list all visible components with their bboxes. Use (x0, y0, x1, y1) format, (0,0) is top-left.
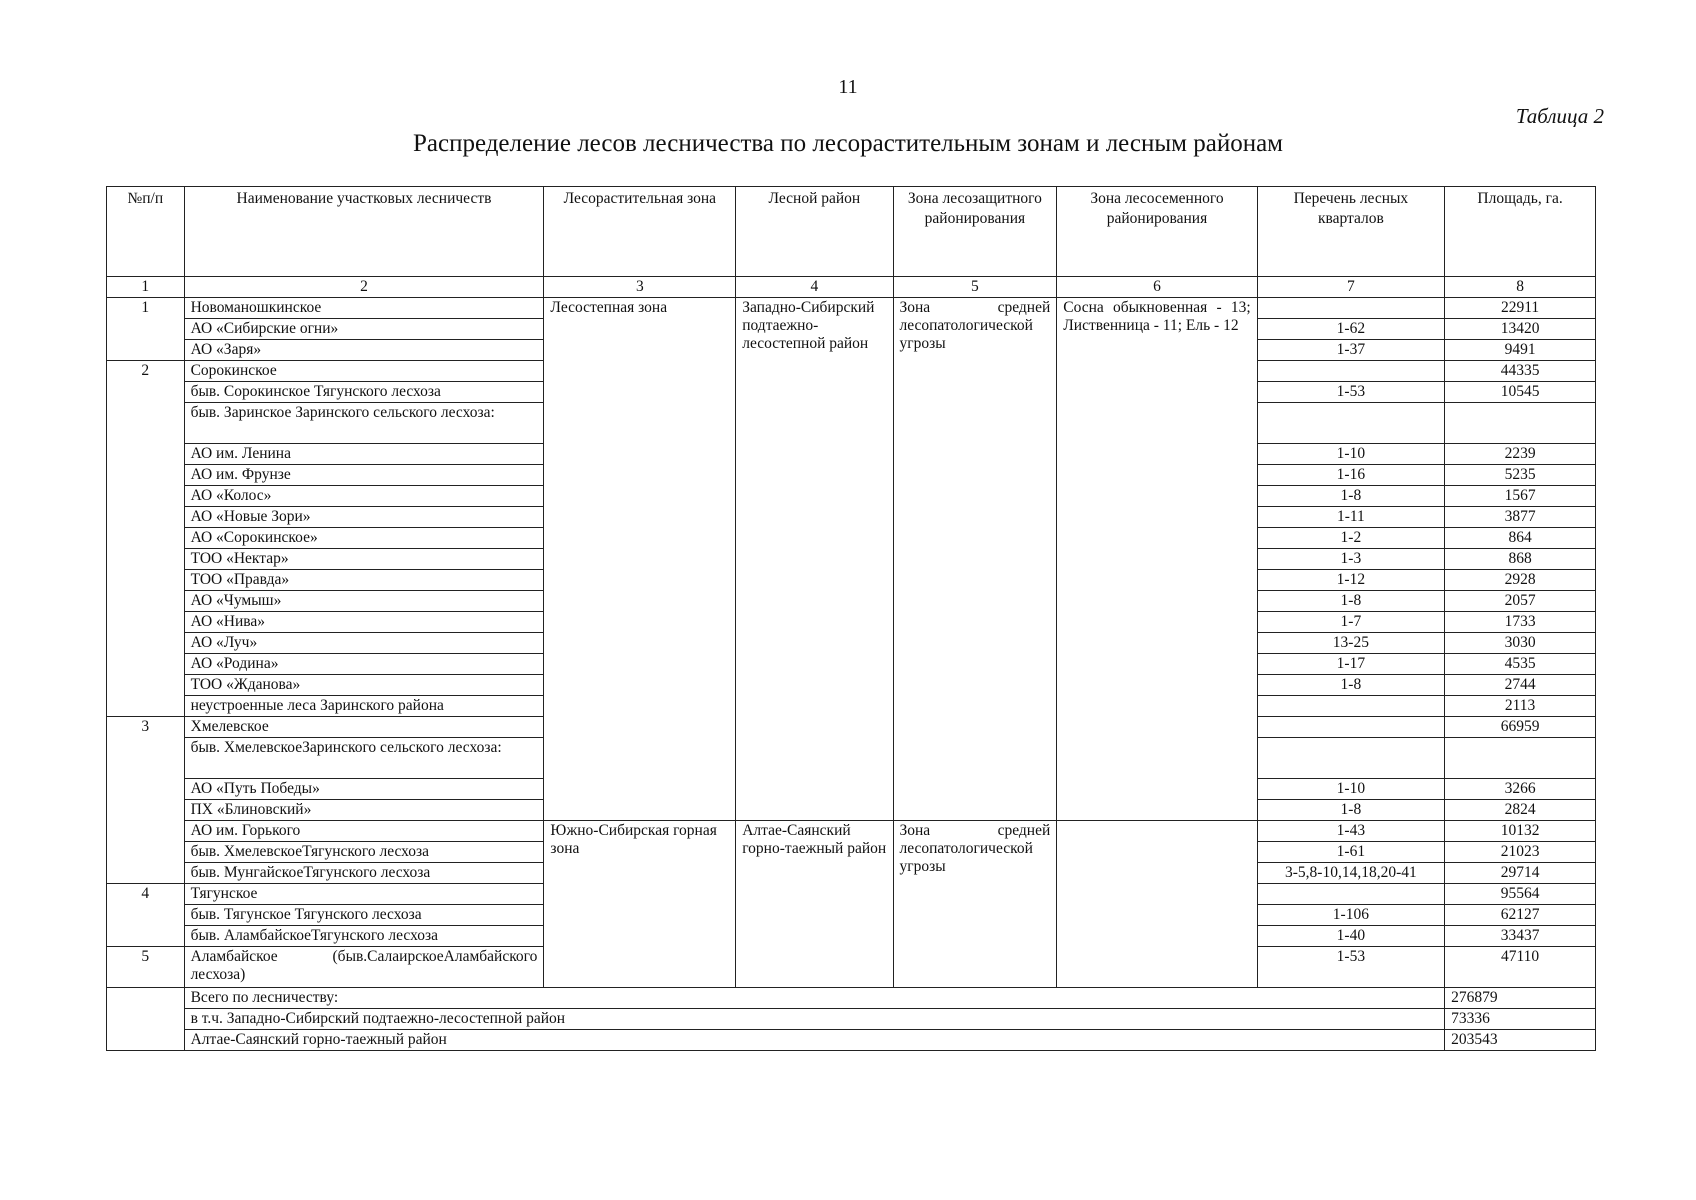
forest-district-cell: Алтае-Саянский горно-таежный район (736, 821, 893, 988)
forest-district-cell: Западно-Сибирский подтаежно-лесостепной район (736, 298, 893, 821)
forestry-name-cell: АО «Сорокинское» (184, 528, 544, 549)
column-number: 6 (1057, 277, 1257, 298)
area-cell: 2113 (1445, 696, 1596, 717)
quarters-cell: 1-8 (1257, 800, 1444, 821)
forestry-name-cell: быв. Заринское Заринского сельского лесхоза: (184, 403, 544, 444)
quarters-cell: 1-40 (1257, 926, 1444, 947)
page-number: 11 (838, 76, 858, 98)
forestry-name-cell: Хмелевское (184, 717, 544, 738)
column-header: №п/п (107, 187, 185, 277)
total-row (107, 1030, 1596, 1051)
column-number: 8 (1445, 277, 1596, 298)
total-label-cell: Алтае-Саянский горно-таежный район (184, 1030, 1445, 1051)
quarters-cell: 1-8 (1257, 675, 1444, 696)
area-cell: 2824 (1445, 800, 1596, 821)
row-number-cell: 1 (107, 298, 185, 361)
forest-distribution-table (106, 186, 1596, 1051)
forestry-name-cell: АО «Новые Зори» (184, 507, 544, 528)
column-number: 2 (184, 277, 544, 298)
area-cell: 3030 (1445, 633, 1596, 654)
quarters-cell (1257, 361, 1444, 382)
area-cell (1445, 738, 1596, 779)
forestry-name-cell: АО «Колос» (184, 486, 544, 507)
table-label: Таблица 2 (1515, 104, 1604, 128)
quarters-cell: 1-8 (1257, 486, 1444, 507)
quarters-cell: 1-106 (1257, 905, 1444, 926)
area-cell: 864 (1445, 528, 1596, 549)
column-number-row (107, 277, 1596, 298)
forestry-name-cell: АО им. Ленина (184, 444, 544, 465)
area-cell: 47110 (1445, 947, 1596, 988)
totals-blank-cell (107, 988, 185, 1051)
forestry-name-cell: Тягунское (184, 884, 544, 905)
table-row (107, 298, 1596, 319)
table-row (107, 821, 1596, 842)
row-number-cell: 2 (107, 361, 185, 717)
total-area-cell: 203543 (1445, 1030, 1596, 1051)
quarters-cell (1257, 298, 1444, 319)
header-row (107, 187, 1596, 277)
protection-zone-cell: Зона средней лесопатологической угрозы (893, 298, 1057, 821)
area-cell: 33437 (1445, 926, 1596, 947)
forestry-name-cell: быв. МунгайскоеТягунского лесхоза (184, 863, 544, 884)
forestry-name-cell: неустроенные леса Заринского района (184, 696, 544, 717)
forestry-name-cell: Сорокинское (184, 361, 544, 382)
area-cell: 2928 (1445, 570, 1596, 591)
total-area-cell: 276879 (1445, 988, 1596, 1009)
quarters-cell: 1-10 (1257, 779, 1444, 800)
quarters-cell: 1-10 (1257, 444, 1444, 465)
forestry-name-cell: АО «Заря» (184, 340, 544, 361)
quarters-cell: 3-5,8-10,14,18,20-41 (1257, 863, 1444, 884)
quarters-cell: 1-43 (1257, 821, 1444, 842)
forestry-name-cell: Новоманошкинское (184, 298, 544, 319)
forestry-name-cell: ТОО «Жданова» (184, 675, 544, 696)
area-cell: 21023 (1445, 842, 1596, 863)
total-row (107, 1009, 1596, 1030)
quarters-cell: 1-16 (1257, 465, 1444, 486)
area-cell: 44335 (1445, 361, 1596, 382)
protection-zone-cell: Зона средней лесопатологической угрозы (893, 821, 1057, 988)
forestry-name-cell: Аламбайское (быв.СалаирскоеАламбайского лесхоза) (184, 947, 544, 988)
document-title: Распределение лесов лесничества по лесорастительным зонам и лесным районам (412, 130, 1284, 157)
quarters-cell: 1-8 (1257, 591, 1444, 612)
quarters-cell: 1-37 (1257, 340, 1444, 361)
quarters-cell: 1-62 (1257, 319, 1444, 340)
forestry-name-cell: АО «Луч» (184, 633, 544, 654)
area-cell: 2239 (1445, 444, 1596, 465)
area-cell: 10545 (1445, 382, 1596, 403)
forestry-name-cell: АО им. Горького (184, 821, 544, 842)
area-cell: 3877 (1445, 507, 1596, 528)
quarters-cell: 1-7 (1257, 612, 1444, 633)
quarters-cell: 1-53 (1257, 382, 1444, 403)
quarters-cell (1257, 403, 1444, 444)
quarters-cell (1257, 696, 1444, 717)
column-header: Наименование участковых лесничеств (184, 187, 544, 277)
forestry-name-cell: АО им. Фрунзе (184, 465, 544, 486)
forestry-name-cell: быв. ХмелевскоеЗаринского сельского лесхоза: (184, 738, 544, 779)
row-number-cell: 5 (107, 947, 185, 988)
forestry-name-cell: быв. ХмелевскоеТягунского лесхоза (184, 842, 544, 863)
column-header: Лесной район (736, 187, 893, 277)
quarters-cell: 1-12 (1257, 570, 1444, 591)
total-row (107, 988, 1596, 1009)
row-number-cell: 4 (107, 884, 185, 947)
column-number: 1 (107, 277, 185, 298)
quarters-cell: 1-61 (1257, 842, 1444, 863)
forest-zone-cell: Южно-Сибирская горная зона (544, 821, 736, 988)
area-cell: 2744 (1445, 675, 1596, 696)
quarters-cell: 13-25 (1257, 633, 1444, 654)
area-cell: 66959 (1445, 717, 1596, 738)
area-cell: 868 (1445, 549, 1596, 570)
forestry-name-cell: ТОО «Нектар» (184, 549, 544, 570)
area-cell: 29714 (1445, 863, 1596, 884)
column-header: Перечень лесных кварталов (1257, 187, 1444, 277)
area-cell: 62127 (1445, 905, 1596, 926)
area-cell: 2057 (1445, 591, 1596, 612)
area-cell: 1733 (1445, 612, 1596, 633)
column-header: Зона лесозащитного районирования (893, 187, 1057, 277)
total-label-cell: в т.ч. Западно-Сибирский подтаежно-лесостепной район (184, 1009, 1445, 1030)
area-cell: 5235 (1445, 465, 1596, 486)
forestry-name-cell: АО «Сибирские огни» (184, 319, 544, 340)
area-cell: 10132 (1445, 821, 1596, 842)
forestry-name-cell: быв. АламбайскоеТягунского лесхоза (184, 926, 544, 947)
forestry-name-cell: АО «Нива» (184, 612, 544, 633)
column-header: Зона лесосеменного районирования (1057, 187, 1257, 277)
forestry-name-cell: быв. Тягунское Тягунского лесхоза (184, 905, 544, 926)
area-cell: 4535 (1445, 654, 1596, 675)
area-cell: 95564 (1445, 884, 1596, 905)
seed-zone-cell (1057, 821, 1257, 988)
quarters-cell: 1-17 (1257, 654, 1444, 675)
forestry-name-cell: АО «Родина» (184, 654, 544, 675)
forest-zone-cell: Лесостепная зона (544, 298, 736, 821)
forestry-name-cell: быв. Сорокинское Тягунского лесхоза (184, 382, 544, 403)
forestry-name-cell: АО «Чумыш» (184, 591, 544, 612)
total-area-cell: 73336 (1445, 1009, 1596, 1030)
quarters-cell: 1-53 (1257, 947, 1444, 988)
column-number: 7 (1257, 277, 1444, 298)
quarters-cell (1257, 884, 1444, 905)
forestry-name-cell: АО «Путь Победы» (184, 779, 544, 800)
seed-zone-cell: Сосна обыкновенная - 13; Лиственница - 11; Ель - 12 (1057, 298, 1257, 821)
quarters-cell (1257, 738, 1444, 779)
column-number: 4 (736, 277, 893, 298)
area-cell: 1567 (1445, 486, 1596, 507)
quarters-cell: 1-3 (1257, 549, 1444, 570)
column-number: 5 (893, 277, 1057, 298)
quarters-cell: 1-11 (1257, 507, 1444, 528)
area-cell (1445, 403, 1596, 444)
area-cell: 22911 (1445, 298, 1596, 319)
column-number: 3 (544, 277, 736, 298)
total-label-cell: Всего по лесничеству: (184, 988, 1445, 1009)
quarters-cell (1257, 717, 1444, 738)
quarters-cell: 1-2 (1257, 528, 1444, 549)
forestry-name-cell: ПХ «Блиновский» (184, 800, 544, 821)
column-header: Лесорастительная зона (544, 187, 736, 277)
area-cell: 3266 (1445, 779, 1596, 800)
row-number-cell: 3 (107, 717, 185, 884)
forestry-name-cell: ТОО «Правда» (184, 570, 544, 591)
area-cell: 9491 (1445, 340, 1596, 361)
area-cell: 13420 (1445, 319, 1596, 340)
column-header: Площадь, га. (1445, 187, 1596, 277)
